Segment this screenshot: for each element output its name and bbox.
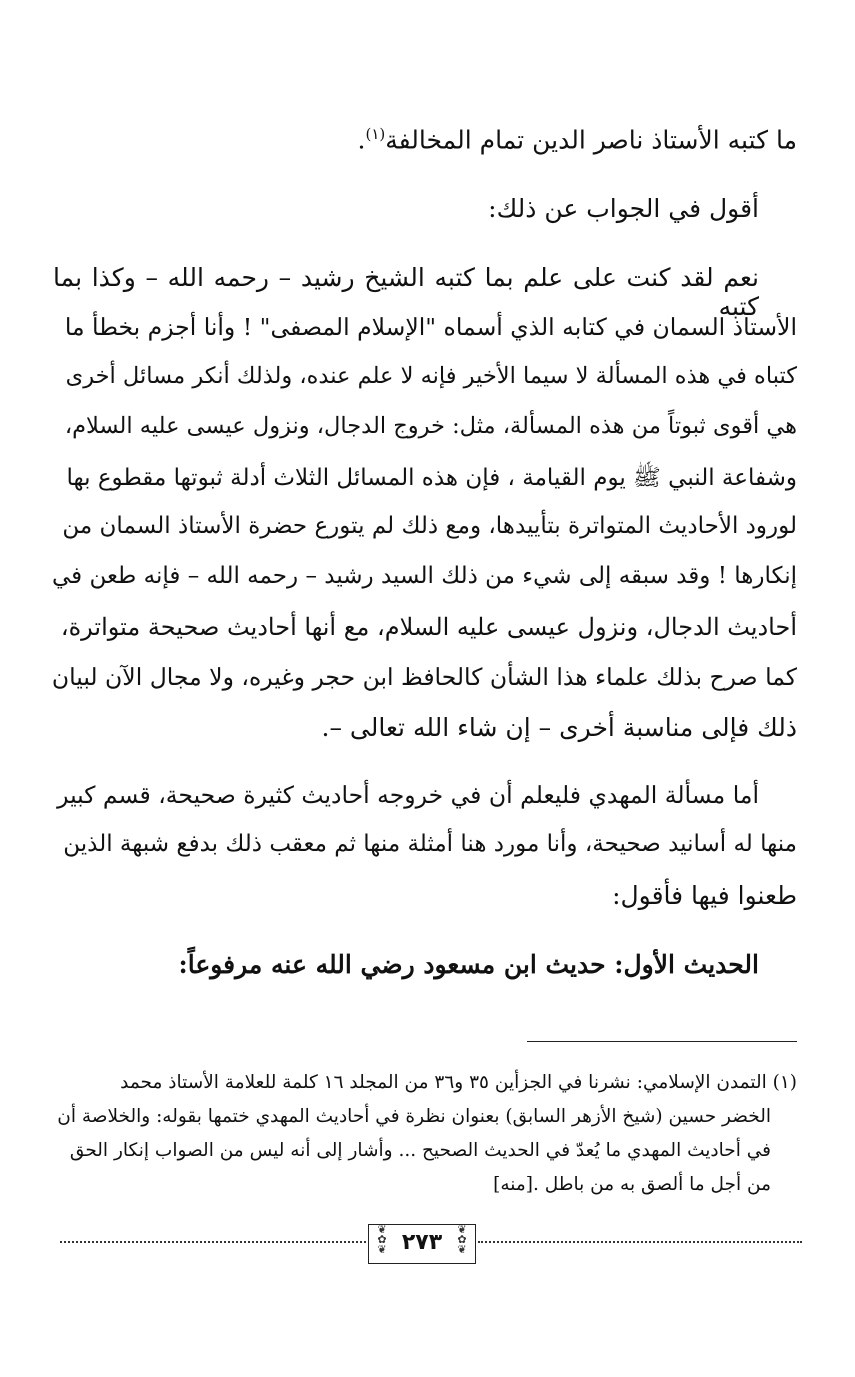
page-number: ٢٧٣ (401, 1230, 443, 1255)
footnote-line-3: في أحاديث المهدي ما يُعدّ في الحديث الصحيح ... وأشار إلى أنه ليس من الصواب إنكار الحق (69, 1140, 771, 1161)
footnote-reference: (١) (365, 125, 386, 143)
paragraph-line-14: منها له أسانيد صحيحة، وأنا مورد هنا أمثلة منها ثم معقب ذلك بدفع شبهة الذين (63, 831, 797, 857)
paragraph-line-13: أما مسألة المهدي فليعلم أن في خروجه أحاديث كثيرة صحيحة، قسم كبير (57, 781, 759, 809)
paragraph-line-8: لورود الأحاديث المتواترة بتأييدها، ومع ذلك لم يتورع حضرة الأستاذ السمان من (62, 513, 797, 539)
ornament-left-icon: ❦ ✿ ❦ (377, 1225, 387, 1256)
paragraph-line-10: أحاديث الدجال، ونزول عيسى عليه السلام، مع أنها أحاديث صحيحة متواترة، (60, 613, 797, 641)
footnote-separator (527, 1041, 797, 1042)
paragraph-line-6: هي أقوى ثبوتاً من هذه المسألة، مثل: خروج الدجال، ونزول عيسى عليه السلام، (64, 413, 797, 439)
paragraph-line-7: وشفاعة النبي ﷺ يوم القيامة ، فإن هذه المسائل الثلاث أدلة ثبوتها مقطوع بها (66, 465, 797, 491)
ornament-right-icon: ❦ ✿ ❦ (457, 1225, 467, 1256)
footer-rule-left (60, 1241, 366, 1243)
paragraph-line-12: ذلك فإلى مناسبة أخرى – إن شاء الله تعالى –. (321, 713, 797, 742)
paragraph-line-5: كتباه في هذه المسألة لا سيما الأخير فإنه لا علم عنده، ولذلك أنكر مسائل أخرى (65, 363, 797, 389)
footnote-line-4: من أجل ما ألصق به من باطل .[منه] (493, 1174, 771, 1195)
paragraph-line-9: إنكارها ! وقد سبقه إلى شيء من ذلك السيد رشيد – رحمه الله – فإنه طعن في (51, 563, 797, 589)
footnote-line-1: (١) التمدن الإسلامي: نشرنا في الجزأين ٣٥ و٣٦ من المجلد ١٦ كلمة للعلامة الأستاذ محمد (120, 1072, 797, 1093)
paragraph-line-4: الأستاذ السمان في كتابه الذي أسماه "الإسلام المصفى" ! وأنا أجزم بخطأ ما (64, 313, 797, 341)
footnote-line-2: الخضر حسين (شيخ الأزهر السابق) بعنوان نظرة في أحاديث المهدي ختمها بقوله: والخلاصة أن (57, 1106, 771, 1127)
hadith-heading: الحديث الأول: حديث ابن مسعود رضي الله عنه مرفوعاً: (178, 950, 759, 979)
page-number-frame (368, 1224, 476, 1264)
paragraph-line-3: نعم لقد كنت على علم بما كتبه الشيخ رشيد – رحمه الله – وكذا بما كتبه (53, 263, 759, 321)
paragraph-line-2: أقول في الجواب عن ذلك: (488, 194, 759, 223)
paragraph-line-11: كما صرح بذلك علماء هذا الشأن كالحافظ ابن حجر وغيره، ولا مجال الآن لبيان (51, 663, 797, 691)
paragraph-line-1: ما كتبه الأستاذ ناصر الدين تمام المخالفة$^{(١)}$. (357, 125, 797, 155)
paragraph-line-15: طعنوا فيها فأقول: (612, 881, 797, 910)
footer-rule-right (478, 1241, 802, 1243)
